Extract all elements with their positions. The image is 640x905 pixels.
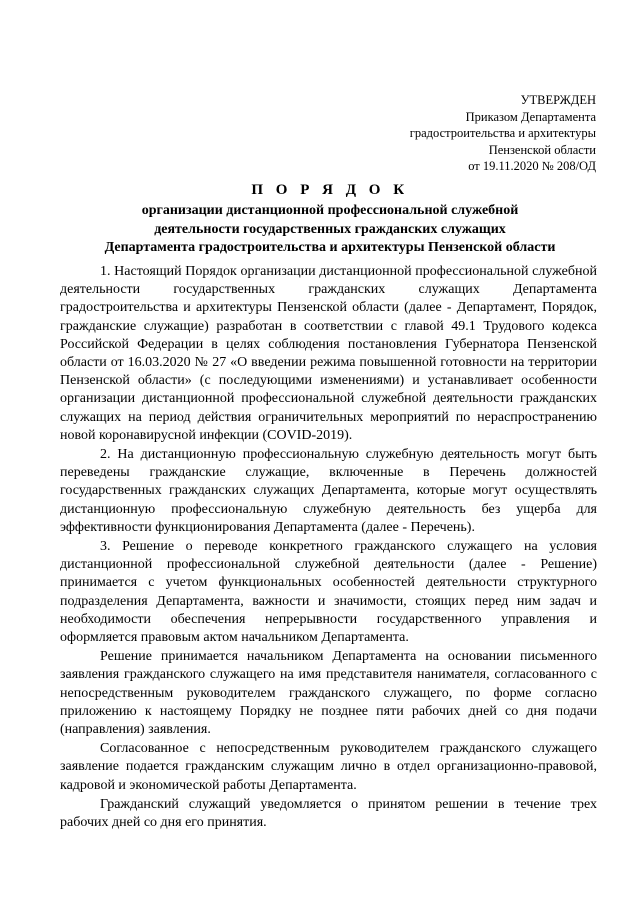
approval-line-approved: УТВЕРЖДЕН [520, 93, 596, 107]
approval-line-region: Пензенской области [488, 142, 596, 157]
approval-line-date-number: от 19.11.2020 № 208/ОД [468, 159, 596, 174]
approval-line-order: Приказом Департамента [465, 109, 596, 124]
document-title-block [60, 181, 600, 258]
paragraph-5: Согласованное с непосредственным руководителем гражданского служащего заявление подается гражданским служащим лично в отдел организационно-правовой, кадровой и экономической работы Департамента. [60, 741, 597, 793]
paragraph-4: Решение принимается начальником Департамента на основании письменного заявления гражданского служащего на имя представителя нанимателя, согласованного с непосредственным руководителем гражданского служащего, по форме согласно приложению к настоящему Порядку не позднее пяти рабочих дней со дня подачи (направления) заявления. [60, 649, 597, 738]
document-subtitle-line-1: организации дистанционной профессиональной служебной [141, 203, 519, 218]
approval-line-department: градостроительства и архитектуры [409, 126, 596, 141]
paragraph-3: 3. Решение о переводе конкретного гражданского служащего на условия дистанционной профессиональной служебной деятельности (далее - Решение) принимается с учетом функциональных особенностей деятельности структурного подразделения Департамента, важности и значимости, стоящих перед ним задач и необходимости обеспечения непрерывности государственного управления и оформляется правовым актом начальником Департамента. [60, 539, 597, 646]
document-subtitle-line-2: деятельности государственных гражданских служащих [154, 221, 506, 237]
approval-stamp [336, 92, 596, 175]
document-subtitle-line-3: Департамента градостроительства и архитектуры Пензенской области [104, 240, 556, 255]
paragraph-2: 2. На дистанционную профессиональную служебную деятельность могут быть переведены гражданские служащие, включенные в Перечень должностей государственных гражданских служащих Департамента, которые могут осуществлять дистанционную профессиональную служебную деятельность без ущерба для эффективности функционирования Департамента (далее - Перечень). [60, 447, 597, 535]
document-body [60, 263, 597, 833]
paragraph-6: Гражданский служащий уведомляется о принятом решении в течение трех рабочих дней со дня его принятия. [60, 796, 597, 831]
paragraph-1: 1. Настоящий Порядок организации дистанционной профессиональной служебной деятельности государственных гражданских служащих Департамента градостроительства и архитектуры Пензенской области (далее - Департамент, Порядок, гражданские служащие) разработан в соответствии с главой 49.1 Трудового кодекса Российской Федерации в целях соблюдения постановления Губернатора Пензенской области от 16.03.2020 № 27 «О введении режима повышенной готовности на территории Пензенской области» (с последующими изменениями) и устанавливает особенности организации дистанционной профессиональной служебной деятельности гражданских служащих на период действия ограничительных мероприятий по нераспространению новой коронавирусной инфекции (COVID-2019). [60, 264, 597, 443]
document-heading: П О Р Я Д О К [251, 182, 409, 198]
